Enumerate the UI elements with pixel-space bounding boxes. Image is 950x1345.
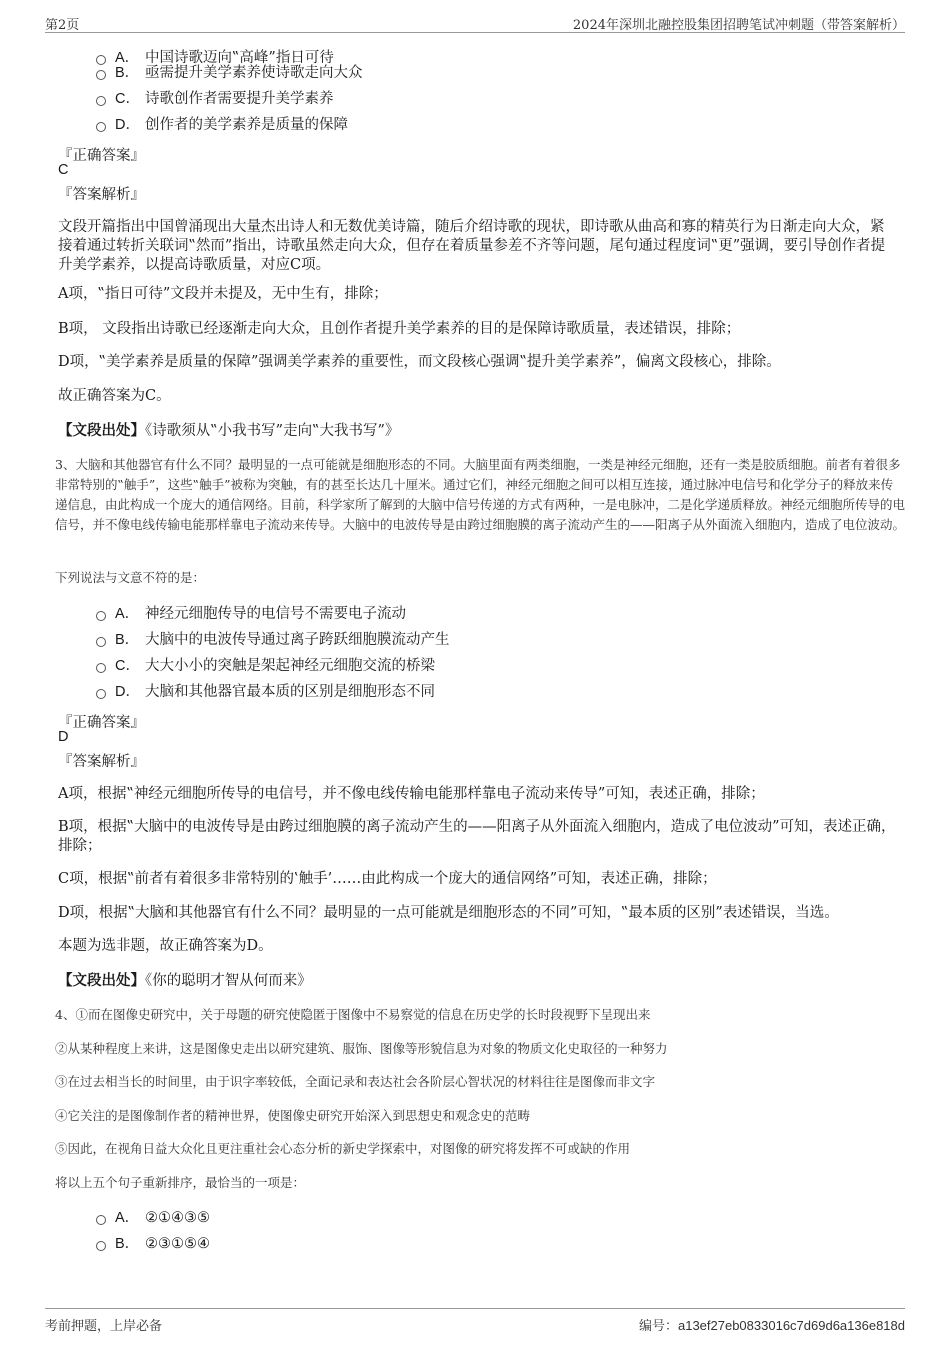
q3-answer: D (58, 729, 69, 745)
q2-option-a[interactable]: A． 中国诗歌迈向‟高峰”指日可待 (96, 48, 334, 68)
q2-answer-label: 『正确答案』 (58, 148, 145, 164)
page-footer (45, 1308, 905, 1335)
q4-sentence-4: ④它关注的是图像制作者的精神世界，使图像史研究开始深入到思想史和观念史的范畴 (55, 1108, 531, 1123)
radio-icon[interactable] (96, 1215, 106, 1225)
q3-source-title: 《你的聪明才智从何而来》 (145, 973, 312, 989)
q2-source-label: 【文段出处】 (58, 422, 145, 439)
q2-analysis-3: D项，‟美学素养是质量的保障”强调美学素养的重要性，而文段核心强调‟提升美学素养”，偏离文段核心，排除。 (58, 354, 781, 370)
q3-analysis-4: 本题为选非题，故正确答案为D。 (58, 938, 273, 954)
document-title: 2024年深圳北融控股集团招聘笔试冲刺题（带答案解析） (572, 18, 905, 33)
q3-analysis-label: 『答案解析』 (58, 754, 145, 770)
q3-answer-label: 『正确答案』 (58, 715, 145, 731)
q4-option-a[interactable]: A． ②①④③⑤ (96, 1208, 210, 1228)
footer-slogan: 考前押题，上岸必备 (45, 1319, 163, 1334)
q2-answer: C (58, 162, 69, 178)
page-number: 第2页 (45, 18, 80, 33)
radio-icon[interactable] (96, 663, 106, 673)
q3-analysis-1: B项，根据‟大脑中的电波传导是由跨过细胞膜的离子流动产生的——阳离子从外面流入细胞内，造成了电位波动”可知，表述正确，排除； (58, 819, 896, 854)
radio-icon[interactable] (96, 70, 106, 80)
q3-stem: 3、大脑和其他器官有什么不同？最明显的一点可能就是细胞形态的不同。大脑里面有两类细胞，一类是神经元细胞，还有一类是胶质细胞。前者有着很多非常特别的‟触手”，这些‟触手”被称为突触，有的甚至长达几十厘米。通过它们，神经元细胞之间可以相互连接，通过脉冲电信号和化学分子的释放来传递信息，由此构成一个庞大的通信网络。目前，科学家所了解到的大脑中信号传递的方式有两种，一是电脉冲，二是化学递质释放。神经元细胞所传导的电信号，并不像电线传输电能那样靠电子流动来传导。大脑中的电波传导是由跨过细胞膜的离子流动产生的——阳离子从外面流入细胞内，造成了电位波动。 (55, 457, 906, 532)
q2-option-b[interactable]: B． 亟需提升美学素养使诗歌走向大众 (96, 63, 363, 83)
q3-option-d[interactable]: D． 大脑和其他器官最本质的区别是细胞形态不同 (96, 682, 435, 702)
q4-question: 将以上五个句子重新排序，最恰当的一项是： (55, 1175, 306, 1190)
q2-analysis-label: 『答案解析』 (58, 187, 145, 203)
q4-sentence-2: ②从某种程度上来讲，这是图像史走出以研究建筑、服饰、图像等形貌信息为对象的物质文化史取径的一种努力 (55, 1041, 668, 1056)
page-header (45, 10, 905, 33)
q3-source (58, 971, 898, 991)
q3-option-b[interactable]: B． 大脑中的电波传导通过离子跨跃细胞膜流动产生 (96, 630, 450, 650)
q2-source (58, 421, 898, 441)
q4-sentence-1: 4、①而在图像史研究中，关于母题的研究使隐匿于图像中不易察觉的信息在历史学的长时段视野下呈现出来 (55, 1007, 651, 1022)
radio-icon[interactable] (96, 611, 106, 621)
q3-question: 下列说法与文意不符的是： (55, 570, 206, 585)
q2-option-c[interactable]: C． 诗歌创作者需要提升美学素养 (96, 89, 334, 109)
q2-option-d[interactable]: D． 创作者的美学素养是质量的保障 (96, 115, 348, 135)
q3-option-c[interactable]: C． 大大小小的突触是架起神经元细胞交流的桥梁 (96, 656, 435, 676)
q2-analysis-2: B项， 文段指出诗歌已经逐渐走向大众，且创作者提升美学素养的目的是保障诗歌质量，表述错误，排除； (58, 321, 741, 337)
footer-code: 编号：a13ef27eb0833016c7d69d6a136e818d (638, 1318, 905, 1334)
radio-icon[interactable] (96, 96, 106, 106)
q2-analysis-4: 故正确答案为C。 (58, 388, 171, 404)
radio-icon[interactable] (96, 122, 106, 132)
q4-option-b[interactable]: B． ②③①⑤④ (96, 1234, 210, 1254)
radio-icon[interactable] (96, 689, 106, 699)
radio-icon[interactable] (96, 1241, 106, 1251)
q3-option-a[interactable]: A． 神经元细胞传导的电信号不需要电子流动 (96, 604, 406, 624)
q2-analysis-1: A项，‟指日可待”文段并未提及，无中生有，排除； (58, 286, 388, 302)
q3-analysis-3: D项，根据‟大脑和其他器官有什么不同？最明显的一点可能就是细胞形态的不同”可知，‟最本质的区别”表述错误，当选。 (58, 905, 839, 921)
radio-icon[interactable] (96, 637, 106, 647)
q3-analysis-2: C项，根据‟前者有着很多非常特别的‛触手’……由此构成一个庞大的通信网络”可知，表述正确，排除； (58, 871, 717, 887)
q3-analysis-0: A项，根据‟神经元细胞所传导的电信号，并不像电线传输电能那样靠电子流动来传导”可知，表述正确，排除； (58, 786, 765, 802)
q4-sentence-3: ③在过去相当长的时间里，由于识字率较低，全面记录和表达社会各阶层心智状况的材料往往是图像而非文字 (55, 1074, 656, 1089)
q4-sentence-5: ⑤因此，在视角日益大众化且更注重社会心态分析的新史学探索中，对图像的研究将发挥不可或缺的作用 (55, 1141, 631, 1156)
document-code: a13ef27eb0833016c7d69d6a136e818d (677, 1318, 905, 1333)
q3-source-label: 【文段出处】 (58, 972, 145, 989)
q2-analysis-0: 文段开篇指出中国曾涌现出大量杰出诗人和无数优美诗篇，随后介绍诗歌的现状，即诗歌从曲高和寡的精英行为日渐走向大众，紧接着通过转折关联词‟然而”指出，诗歌虽然走向大众，但存在着质量参差不齐等问题，尾句通过程度词‟更”强调，要引导创作者提升美学素养，以提高诗歌质量，对应C项。 (58, 219, 886, 273)
q2-source-title: 《诗歌须从‟小我书写”走向‟大我书写”》 (145, 423, 400, 439)
